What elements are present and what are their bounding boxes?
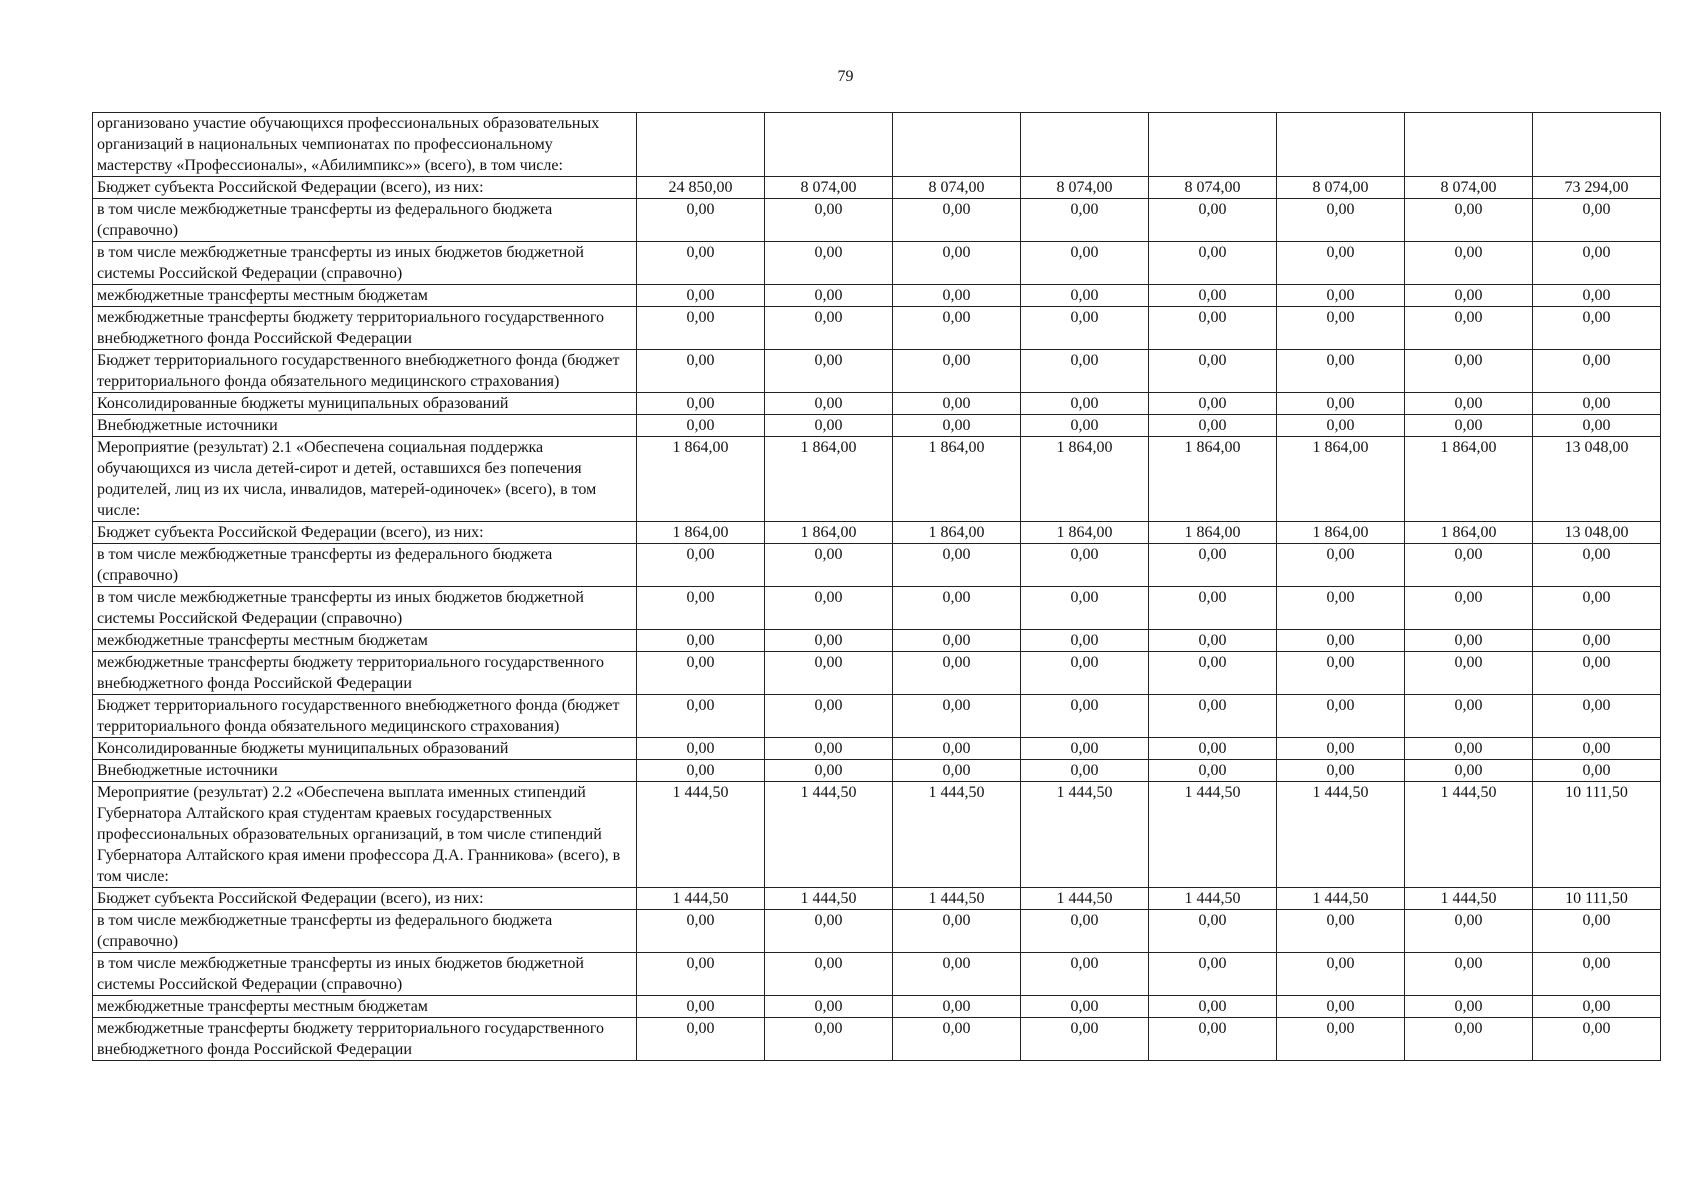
table-row xyxy=(93,782,1661,888)
row-value-col-7: 0,00 xyxy=(1405,953,1533,996)
row-label: в том числе межбюджетные трансферты из федерального бюджета (справочно) xyxy=(93,910,637,953)
table-row xyxy=(93,910,1661,953)
row-value-col-3: 0,00 xyxy=(893,199,1021,242)
row-value-col-2: 0,00 xyxy=(765,738,893,760)
row-value-col-7: 8 074,00 xyxy=(1405,177,1533,199)
row-value-col-4: 0,00 xyxy=(1021,307,1149,350)
row-value-col-4: 0,00 xyxy=(1021,652,1149,695)
table-row xyxy=(93,953,1661,996)
row-value-col-1: 0,00 xyxy=(637,393,765,415)
row-value-col-4: 0,00 xyxy=(1021,199,1149,242)
row-label: Бюджет территориального государственного внебюджетного фонда (бюджет территориального фонда обязательного медицинского страхования) xyxy=(93,350,637,393)
row-value-col-7: 0,00 xyxy=(1405,695,1533,738)
row-value-col-8: 0,00 xyxy=(1533,630,1661,652)
row-value-col-5: 0,00 xyxy=(1149,285,1277,307)
row-value-col-7: 0,00 xyxy=(1405,910,1533,953)
row-value-col-6: 0,00 xyxy=(1277,415,1405,437)
row-value-col-1: 0,00 xyxy=(637,199,765,242)
row-value-col-5: 0,00 xyxy=(1149,996,1277,1018)
row-value-col-6: 0,00 xyxy=(1277,393,1405,415)
row-value-col-2: 0,00 xyxy=(765,910,893,953)
row-value-col-2: 0,00 xyxy=(765,307,893,350)
table-row xyxy=(93,1018,1661,1061)
row-value-col-5 xyxy=(1149,113,1277,177)
row-value-col-8: 0,00 xyxy=(1533,199,1661,242)
table-row xyxy=(93,544,1661,587)
row-value-col-7: 0,00 xyxy=(1405,199,1533,242)
row-value-col-4: 0,00 xyxy=(1021,242,1149,285)
row-value-col-7: 1 864,00 xyxy=(1405,437,1533,522)
row-value-col-1: 0,00 xyxy=(637,350,765,393)
table-row xyxy=(93,350,1661,393)
row-value-col-5: 0,00 xyxy=(1149,760,1277,782)
row-value-col-1: 0,00 xyxy=(637,242,765,285)
table-row xyxy=(93,199,1661,242)
row-value-col-2: 1 864,00 xyxy=(765,437,893,522)
row-value-col-5: 0,00 xyxy=(1149,695,1277,738)
table-row xyxy=(93,760,1661,782)
row-value-col-5: 0,00 xyxy=(1149,199,1277,242)
row-value-col-5: 0,00 xyxy=(1149,350,1277,393)
row-value-col-1: 0,00 xyxy=(637,587,765,630)
row-label: межбюджетные трансферты местным бюджетам xyxy=(93,285,637,307)
table-row xyxy=(93,393,1661,415)
row-label: межбюджетные трансферты бюджету территориального государственного внебюджетного фонда Российской Федерации xyxy=(93,652,637,695)
row-value-col-7: 1 444,50 xyxy=(1405,782,1533,888)
row-value-col-6: 0,00 xyxy=(1277,587,1405,630)
row-value-col-2: 0,00 xyxy=(765,199,893,242)
row-value-col-5: 0,00 xyxy=(1149,415,1277,437)
row-value-col-5: 0,00 xyxy=(1149,242,1277,285)
row-label: в том числе межбюджетные трансферты из федерального бюджета (справочно) xyxy=(93,199,637,242)
row-value-col-4: 1 864,00 xyxy=(1021,522,1149,544)
row-value-col-5: 0,00 xyxy=(1149,1018,1277,1061)
row-value-col-6: 0,00 xyxy=(1277,630,1405,652)
row-value-col-3: 0,00 xyxy=(893,738,1021,760)
row-label: межбюджетные трансферты бюджету территориального государственного внебюджетного фонда Российской Федерации xyxy=(93,307,637,350)
row-label: Консолидированные бюджеты муниципальных образований xyxy=(93,738,637,760)
row-value-col-4: 0,00 xyxy=(1021,695,1149,738)
row-value-col-6: 0,00 xyxy=(1277,307,1405,350)
row-value-col-1: 0,00 xyxy=(637,738,765,760)
row-value-col-7: 0,00 xyxy=(1405,544,1533,587)
row-value-col-5: 1 864,00 xyxy=(1149,522,1277,544)
row-value-col-6 xyxy=(1277,113,1405,177)
row-value-col-3: 0,00 xyxy=(893,910,1021,953)
row-value-col-7: 0,00 xyxy=(1405,242,1533,285)
row-value-col-3: 0,00 xyxy=(893,544,1021,587)
row-label: в том числе межбюджетные трансферты из иных бюджетов бюджетной системы Российской Федерации (справочно) xyxy=(93,242,637,285)
row-value-col-4: 0,00 xyxy=(1021,630,1149,652)
row-value-col-4: 8 074,00 xyxy=(1021,177,1149,199)
row-value-col-4: 1 444,50 xyxy=(1021,782,1149,888)
row-value-col-2 xyxy=(765,113,893,177)
row-value-col-5: 0,00 xyxy=(1149,393,1277,415)
row-label: Бюджет субъекта Российской Федерации (всего), из них: xyxy=(93,888,637,910)
row-label: в том числе межбюджетные трансферты из иных бюджетов бюджетной системы Российской Федерации (справочно) xyxy=(93,587,637,630)
row-value-col-2: 0,00 xyxy=(765,242,893,285)
row-label: в том числе межбюджетные трансферты из иных бюджетов бюджетной системы Российской Федерации (справочно) xyxy=(93,953,637,996)
row-value-col-8: 13 048,00 xyxy=(1533,522,1661,544)
row-value-col-8: 10 111,50 xyxy=(1533,888,1661,910)
row-value-col-6: 0,00 xyxy=(1277,350,1405,393)
row-value-col-3: 0,00 xyxy=(893,1018,1021,1061)
row-value-col-2: 0,00 xyxy=(765,996,893,1018)
row-value-col-6: 0,00 xyxy=(1277,652,1405,695)
row-value-col-2: 0,00 xyxy=(765,393,893,415)
row-value-col-6: 0,00 xyxy=(1277,242,1405,285)
row-value-col-7: 0,00 xyxy=(1405,760,1533,782)
table-row xyxy=(93,415,1661,437)
row-label: Бюджет субъекта Российской Федерации (всего), из них: xyxy=(93,522,637,544)
row-value-col-1: 0,00 xyxy=(637,285,765,307)
row-value-col-4: 0,00 xyxy=(1021,738,1149,760)
row-value-col-7: 0,00 xyxy=(1405,738,1533,760)
row-value-col-4: 0,00 xyxy=(1021,350,1149,393)
row-value-col-2: 0,00 xyxy=(765,415,893,437)
row-value-col-7: 0,00 xyxy=(1405,350,1533,393)
row-value-col-5: 0,00 xyxy=(1149,587,1277,630)
row-label: межбюджетные трансферты местным бюджетам xyxy=(93,630,637,652)
row-value-col-6: 0,00 xyxy=(1277,544,1405,587)
row-value-col-1: 0,00 xyxy=(637,307,765,350)
row-value-col-5: 1 864,00 xyxy=(1149,437,1277,522)
table-row xyxy=(93,242,1661,285)
row-value-col-5: 0,00 xyxy=(1149,652,1277,695)
row-value-col-5: 0,00 xyxy=(1149,544,1277,587)
row-value-col-6: 0,00 xyxy=(1277,996,1405,1018)
row-value-col-3: 0,00 xyxy=(893,953,1021,996)
row-value-col-7: 0,00 xyxy=(1405,587,1533,630)
row-value-col-4: 0,00 xyxy=(1021,544,1149,587)
row-value-col-6: 0,00 xyxy=(1277,695,1405,738)
row-value-col-3: 0,00 xyxy=(893,393,1021,415)
row-value-col-2: 0,00 xyxy=(765,652,893,695)
table-row xyxy=(93,522,1661,544)
row-value-col-8: 0,00 xyxy=(1533,285,1661,307)
row-value-col-7 xyxy=(1405,113,1533,177)
row-value-col-1: 0,00 xyxy=(637,415,765,437)
row-label: в том числе межбюджетные трансферты из федерального бюджета (справочно) xyxy=(93,544,637,587)
table-row xyxy=(93,630,1661,652)
row-value-col-1: 0,00 xyxy=(637,652,765,695)
row-value-col-5: 1 444,50 xyxy=(1149,888,1277,910)
row-label: Консолидированные бюджеты муниципальных образований xyxy=(93,393,637,415)
row-value-col-8: 0,00 xyxy=(1533,738,1661,760)
row-value-col-3 xyxy=(893,113,1021,177)
row-value-col-2: 0,00 xyxy=(765,587,893,630)
table-row xyxy=(93,285,1661,307)
row-value-col-5: 0,00 xyxy=(1149,630,1277,652)
row-value-col-7: 0,00 xyxy=(1405,630,1533,652)
row-value-col-7: 0,00 xyxy=(1405,415,1533,437)
row-value-col-8: 0,00 xyxy=(1533,652,1661,695)
row-value-col-1: 24 850,00 xyxy=(637,177,765,199)
row-value-col-4: 0,00 xyxy=(1021,393,1149,415)
row-label: Бюджет территориального государственного внебюджетного фонда (бюджет территориального фонда обязательного медицинского страхования) xyxy=(93,695,637,738)
row-value-col-7: 0,00 xyxy=(1405,652,1533,695)
row-value-col-6: 0,00 xyxy=(1277,738,1405,760)
row-value-col-8: 10 111,50 xyxy=(1533,782,1661,888)
row-value-col-3: 0,00 xyxy=(893,695,1021,738)
row-value-col-3: 0,00 xyxy=(893,996,1021,1018)
row-label: Внебюджетные источники xyxy=(93,760,637,782)
row-value-col-8: 0,00 xyxy=(1533,544,1661,587)
row-value-col-1: 1 444,50 xyxy=(637,888,765,910)
row-value-col-3: 0,00 xyxy=(893,415,1021,437)
page-number: 79 xyxy=(837,68,854,85)
table-row xyxy=(93,738,1661,760)
table-row xyxy=(93,996,1661,1018)
table-row xyxy=(93,652,1661,695)
row-value-col-1: 0,00 xyxy=(637,953,765,996)
row-value-col-1: 0,00 xyxy=(637,1018,765,1061)
row-value-col-8: 13 048,00 xyxy=(1533,437,1661,522)
row-value-col-3: 0,00 xyxy=(893,587,1021,630)
row-value-col-3: 1 864,00 xyxy=(893,437,1021,522)
row-value-col-7: 1 444,50 xyxy=(1405,888,1533,910)
row-value-col-4: 0,00 xyxy=(1021,910,1149,953)
row-label: межбюджетные трансферты бюджету территориального государственного внебюджетного фонда Российской Федерации xyxy=(93,1018,637,1061)
row-value-col-7: 0,00 xyxy=(1405,285,1533,307)
table-row xyxy=(93,587,1661,630)
row-value-col-8: 0,00 xyxy=(1533,587,1661,630)
row-value-col-2: 8 074,00 xyxy=(765,177,893,199)
row-value-col-6: 1 864,00 xyxy=(1277,522,1405,544)
row-value-col-2: 0,00 xyxy=(765,285,893,307)
row-value-col-2: 1 864,00 xyxy=(765,522,893,544)
row-label: Бюджет субъекта Российской Федерации (всего), из них: xyxy=(93,177,637,199)
row-value-col-1: 1 444,50 xyxy=(637,782,765,888)
row-value-col-3: 0,00 xyxy=(893,285,1021,307)
table-row xyxy=(93,113,1661,177)
row-value-col-3: 0,00 xyxy=(893,760,1021,782)
row-value-col-2: 0,00 xyxy=(765,630,893,652)
row-value-col-1: 0,00 xyxy=(637,760,765,782)
row-value-col-5: 0,00 xyxy=(1149,910,1277,953)
row-value-col-7: 0,00 xyxy=(1405,1018,1533,1061)
budget-table-body xyxy=(93,113,1661,1061)
row-value-col-8: 0,00 xyxy=(1533,393,1661,415)
table-row xyxy=(93,437,1661,522)
row-value-col-5: 0,00 xyxy=(1149,738,1277,760)
row-value-col-3: 0,00 xyxy=(893,350,1021,393)
row-label: межбюджетные трансферты местным бюджетам xyxy=(93,996,637,1018)
table-row xyxy=(93,888,1661,910)
row-value-col-6: 1 444,50 xyxy=(1277,888,1405,910)
table-row xyxy=(93,307,1661,350)
row-value-col-2: 0,00 xyxy=(765,1018,893,1061)
row-value-col-6: 1 444,50 xyxy=(1277,782,1405,888)
row-value-col-2: 0,00 xyxy=(765,953,893,996)
row-value-col-3: 0,00 xyxy=(893,307,1021,350)
row-value-col-4: 0,00 xyxy=(1021,996,1149,1018)
row-value-col-2: 0,00 xyxy=(765,695,893,738)
row-label: Мероприятие (результат) 2.2 «Обеспечена выплата именных стипендий Губернатора Алтайского края студентам краевых государственных профессиональных образовательных организаций, в том числе стипендий Губернатора Алтайского края имени профессора Д.А. Гранникова» (всего), в том числе: xyxy=(93,782,637,888)
row-value-col-8: 0,00 xyxy=(1533,910,1661,953)
table-row xyxy=(93,177,1661,199)
row-value-col-4 xyxy=(1021,113,1149,177)
budget-table xyxy=(92,112,1661,1061)
row-value-col-8: 0,00 xyxy=(1533,415,1661,437)
row-value-col-7: 0,00 xyxy=(1405,307,1533,350)
row-value-col-2: 1 444,50 xyxy=(765,782,893,888)
row-value-col-8: 73 294,00 xyxy=(1533,177,1661,199)
row-value-col-2: 0,00 xyxy=(765,760,893,782)
row-value-col-7: 0,00 xyxy=(1405,996,1533,1018)
row-value-col-4: 1 864,00 xyxy=(1021,437,1149,522)
row-value-col-2: 0,00 xyxy=(765,350,893,393)
row-value-col-3: 0,00 xyxy=(893,242,1021,285)
row-value-col-5: 0,00 xyxy=(1149,953,1277,996)
row-value-col-8: 0,00 xyxy=(1533,350,1661,393)
row-value-col-3: 1 444,50 xyxy=(893,888,1021,910)
row-value-col-4: 0,00 xyxy=(1021,415,1149,437)
row-value-col-8: 0,00 xyxy=(1533,242,1661,285)
row-value-col-4: 0,00 xyxy=(1021,953,1149,996)
row-value-col-6: 0,00 xyxy=(1277,760,1405,782)
row-value-col-6: 0,00 xyxy=(1277,199,1405,242)
row-value-col-6: 8 074,00 xyxy=(1277,177,1405,199)
row-value-col-1: 0,00 xyxy=(637,544,765,587)
row-label: Мероприятие (результат) 2.1 «Обеспечена социальная поддержка обучающихся из числа детей-сирот и детей, оставшихся без попечения родителей, лиц из их числа, инвалидов, матерей-одиночек» (всего), в том числе: xyxy=(93,437,637,522)
row-value-col-8: 0,00 xyxy=(1533,996,1661,1018)
row-value-col-7: 0,00 xyxy=(1405,393,1533,415)
row-value-col-2: 0,00 xyxy=(765,544,893,587)
row-value-col-8: 0,00 xyxy=(1533,695,1661,738)
row-value-col-8: 0,00 xyxy=(1533,307,1661,350)
row-value-col-6: 1 864,00 xyxy=(1277,437,1405,522)
row-value-col-1: 1 864,00 xyxy=(637,522,765,544)
row-value-col-1: 0,00 xyxy=(637,695,765,738)
row-value-col-6: 0,00 xyxy=(1277,1018,1405,1061)
row-value-col-6: 0,00 xyxy=(1277,910,1405,953)
row-value-col-1: 0,00 xyxy=(637,630,765,652)
row-value-col-8: 0,00 xyxy=(1533,1018,1661,1061)
row-value-col-1: 0,00 xyxy=(637,996,765,1018)
row-value-col-7: 1 864,00 xyxy=(1405,522,1533,544)
row-value-col-3: 0,00 xyxy=(893,652,1021,695)
row-value-col-3: 1 864,00 xyxy=(893,522,1021,544)
row-value-col-3: 8 074,00 xyxy=(893,177,1021,199)
row-value-col-1: 1 864,00 xyxy=(637,437,765,522)
row-value-col-4: 0,00 xyxy=(1021,1018,1149,1061)
row-value-col-8: 0,00 xyxy=(1533,760,1661,782)
row-value-col-4: 0,00 xyxy=(1021,760,1149,782)
row-value-col-1 xyxy=(637,113,765,177)
row-value-col-2: 1 444,50 xyxy=(765,888,893,910)
row-value-col-4: 0,00 xyxy=(1021,587,1149,630)
row-value-col-5: 8 074,00 xyxy=(1149,177,1277,199)
row-label: Внебюджетные источники xyxy=(93,415,637,437)
row-value-col-5: 1 444,50 xyxy=(1149,782,1277,888)
row-label: организовано участие обучающихся профессиональных образовательных организаций в национальных чемпионатах по профессиональному мастерству «Профессионалы», «Абилимпикс»» (всего), в том числе: xyxy=(93,113,637,177)
row-value-col-6: 0,00 xyxy=(1277,953,1405,996)
row-value-col-8 xyxy=(1533,113,1661,177)
row-value-col-3: 0,00 xyxy=(893,630,1021,652)
row-value-col-4: 0,00 xyxy=(1021,285,1149,307)
row-value-col-4: 1 444,50 xyxy=(1021,888,1149,910)
row-value-col-6: 0,00 xyxy=(1277,285,1405,307)
row-value-col-3: 1 444,50 xyxy=(893,782,1021,888)
row-value-col-5: 0,00 xyxy=(1149,307,1277,350)
row-value-col-8: 0,00 xyxy=(1533,953,1661,996)
row-value-col-1: 0,00 xyxy=(637,910,765,953)
table-row xyxy=(93,695,1661,738)
